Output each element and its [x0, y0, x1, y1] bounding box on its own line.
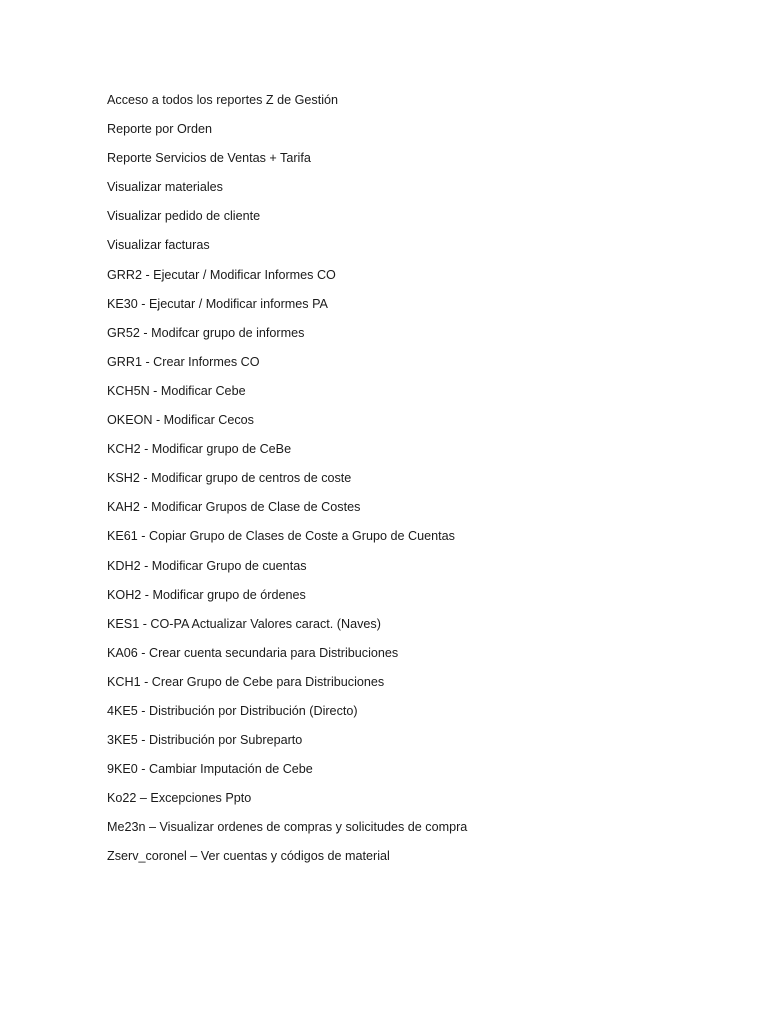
list-item: Reporte Servicios de Ventas + Tarifa: [107, 151, 311, 166]
list-item: KCH1 - Crear Grupo de Cebe para Distribuciones: [107, 674, 385, 689]
transaction-list: [107, 90, 467, 876]
list-item: GRR2 - Ejecutar / Modificar Informes CO: [107, 267, 336, 282]
list-item: GRR1 - Crear Informes CO: [107, 354, 260, 369]
list-item: 9KE0 - Cambiar Imputación de Cebe: [107, 762, 313, 777]
list-item: KSH2 - Modificar grupo de centros de coste: [107, 471, 352, 486]
list-item: KA06 - Crear cuenta secundaria para Distribuciones: [107, 645, 399, 660]
list-item: KES1 - CO-PA Actualizar Valores caract. (Naves): [107, 616, 381, 631]
list-item: 3KE5 - Distribución por Subreparto: [107, 733, 303, 748]
list-item: OKEON - Modificar Cecos: [107, 413, 254, 428]
list-item: KAH2 - Modificar Grupos de Clase de Costes: [107, 500, 361, 515]
list-item: Acceso a todos los reportes Z de Gestión: [107, 93, 339, 107]
list-item: KOH2 - Modificar grupo de órdenes: [107, 587, 306, 602]
list-item: KDH2 - Modificar Grupo de cuentas: [107, 558, 307, 573]
list-item: Zserv_coronel – Ver cuentas y códigos de material: [107, 849, 390, 864]
list-item: KCH5N - Modificar Cebe: [107, 383, 246, 398]
list-item: Me23n – Visualizar ordenes de compras y solicitudes de compra: [107, 820, 468, 835]
list-item: GR52 - Modifcar grupo de informes: [107, 325, 305, 340]
list-item: KCH2 - Modificar grupo de CeBe: [107, 442, 292, 457]
list-item: 4KE5 - Distribución por Distribución (Directo): [107, 703, 358, 718]
list-item: Visualizar pedido de cliente: [107, 209, 261, 224]
list-item: KE61 - Copiar Grupo de Clases de Coste a Grupo de Cuentas: [107, 529, 455, 544]
list-item: Visualizar materiales: [107, 180, 223, 195]
list-item: Visualizar facturas: [107, 238, 210, 253]
list-item: KE30 - Ejecutar / Modificar informes PA: [107, 296, 328, 311]
list-item: Ko22 – Excepciones Ppto: [107, 791, 252, 806]
list-item: Reporte por Orden: [107, 122, 213, 137]
